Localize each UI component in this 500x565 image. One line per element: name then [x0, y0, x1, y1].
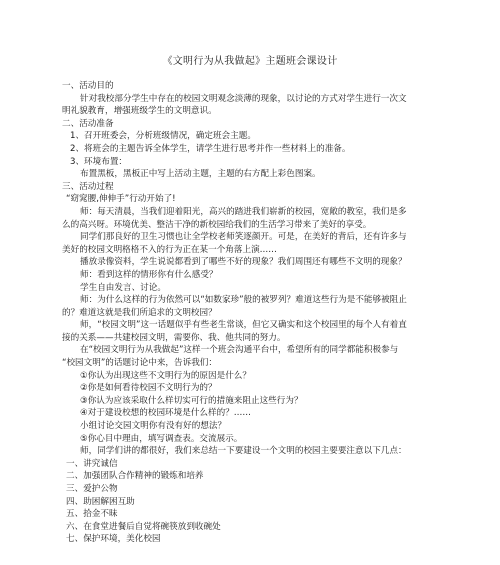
- list-item: 3、环境布置：: [70, 156, 128, 167]
- paragraph-line: 针对我校部分学生中存在的校园文明观念淡薄的现象，以讨论的方式对学生进行一次文: [80, 93, 407, 104]
- summary-item: 三、爱护公物: [66, 484, 118, 494]
- list-item: 1、召开班委会，分析班级情况，确定班会主题。: [70, 131, 256, 142]
- paragraph-line: 师：看到这样的情形你有什么感受？: [80, 269, 218, 280]
- summary-item: 五、拾金不昧: [66, 509, 118, 520]
- paragraph-line: 播放录像资料，学生说说都看到了哪些不好的现象？我们周围还有哪些不文明的现象？: [80, 257, 407, 268]
- paragraph-line: 在“校园文明行为从我做起”这样一个班会沟通平台中，希望所有的同学都能积极参与: [80, 345, 399, 356]
- summary-item: 一、讲究诚信: [66, 458, 118, 469]
- question-item: ①你认为出现这些不文明行为的原因是什么？: [80, 370, 251, 381]
- paragraph-line: 的？难道这就是我们所追求的文明校园？: [62, 307, 217, 318]
- document-body: [62, 80, 440, 546]
- paragraph-line: 美好的校园文明格格不入的行为正在某一个角落上演……: [62, 244, 277, 255]
- paragraph-line: 师：每天清晨，当我们迎着阳光，高兴的踏进我们崭新的校园，宽敞的教室，我们是多: [80, 206, 407, 217]
- summary-item: 二、加强团队合作精神的锻炼和培养: [66, 471, 204, 482]
- paragraph-line: 明礼貌教育，增强班级学生的文明意识。: [62, 106, 217, 117]
- paragraph-line: “校园文明”的话题讨论中来，告诉我们：: [62, 358, 217, 369]
- list-item: 2、将班会的主题告诉全体学生，请学生进行思考并作一些材料上的准备。: [70, 143, 351, 154]
- paragraph-line: 师，“校园文明”这一话题似乎有些老生常谈，但它又确实和这个校园里的每个人有着直: [80, 320, 407, 331]
- summary-item: 七、保护环境，美化校园: [66, 534, 161, 545]
- question-item: ③你认为应该采取什么样切实可行的措施来阻止这些行为？: [80, 395, 303, 406]
- paragraph-line: 师，同学们讲的都很好，我们来总结一下要建设一个文明的校园主要要注意以下几点：: [80, 446, 407, 457]
- summary-item: 六、在食堂进餐后自觉将碗筷放到收碗处: [66, 521, 221, 532]
- section-heading-process: 三、活动过程: [62, 181, 114, 192]
- question-item: ④对于建设校想的校园环境是什么样的？……: [80, 408, 251, 419]
- section-heading-purpose: 一、活动目的: [62, 81, 114, 91]
- question-item: ⑤你心目中理由，填写调查表。交流展示。: [80, 433, 243, 444]
- paragraph-line: 同学们那良好的卫生习惯也让全学校老师笑逐颜开。可是，在美好的背后，还有许多与: [80, 232, 407, 243]
- paragraph-line: 学生自由发言、讨论。: [80, 282, 166, 293]
- document-title: 《文明行为从我做起》主题班会课设计: [162, 56, 338, 67]
- paragraph-line: 小组讨论交园文明你有没有好的想法？: [80, 421, 227, 432]
- summary-item: 四、助困解困互助: [66, 496, 135, 507]
- question-item: ②你是如何看待校园不文明行为的？: [80, 383, 217, 394]
- paragraph-line: 么的高兴呀。环境优美、整洁干净的新校园给我们的生活学习带来了美好的享受。: [62, 219, 372, 230]
- section-heading-preparation: 二、活动准备: [62, 118, 114, 129]
- paragraph-line: “窈窕腰,伸伸手”行动开始了!: [66, 194, 176, 205]
- paragraph-line: 布置黑板，黑板正中写上活动主题，主题的右方配上彩色图案。: [80, 169, 321, 180]
- paragraph-line: 师：为什么这样的行为依然可以“如数家珍”般的被罗列？难道这些行为是不能够被阻止: [80, 295, 407, 306]
- paragraph-line: 接的关系——共建校园文明，需要你、我、他共同的努力。: [62, 332, 286, 343]
